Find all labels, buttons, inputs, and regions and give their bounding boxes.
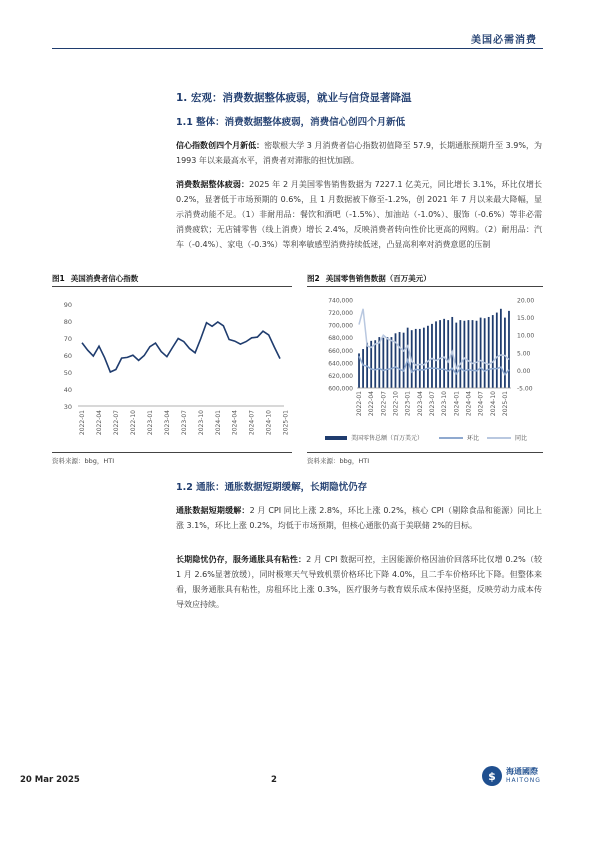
- x-tick-label: 2024-07: [248, 410, 256, 436]
- retail-sales-bar: [415, 329, 417, 388]
- paragraph-consumption: [176, 177, 542, 252]
- y-tick-label: 40: [63, 386, 72, 394]
- x-tick-label: 2024-10: [489, 391, 497, 417]
- retail-sales-bar: [374, 340, 376, 388]
- retail-sales-bar: [504, 318, 506, 388]
- x-tick-label: 2025-01: [282, 410, 290, 436]
- logo-text: [506, 767, 541, 785]
- x-tick-label: 2024-07: [477, 391, 485, 417]
- report-header-title: 美国必需消费: [471, 35, 537, 46]
- x-tick-label: 2024-04: [231, 410, 239, 436]
- x-tick-label: 2025-01: [501, 391, 509, 417]
- x-tick-label: 2024-01: [453, 391, 461, 417]
- legend-label: 同比: [515, 435, 528, 442]
- retail-sales-bar: [480, 318, 482, 388]
- figure1-title-text: 美国消费者信心指数: [70, 274, 139, 283]
- logo-text-cn: 海通國際: [506, 767, 538, 776]
- y-tick-label: 50: [63, 369, 72, 377]
- paragraph-lead: 通胀数据短期缓解：: [176, 506, 250, 515]
- paragraph-body: 2025 年 2 月美国零售销售数据为 7227.1 亿美元，同比增长 3.1%，环比仅增长 0.2%，显著低于市场预期的 0.6%，且 1 月数据被下修至-1.2%，创 2021 年 7 月以来最大降幅，显示消费动能不足。（1）非耐用品：餐饮和酒吧（-1.5%）、加油站（-1.0%）、服饰（-0.6%）等非必需消费疲软；无店铺零售（线上消费）增长 2.4%，反映消费者转向性价比更高的网购。（2）耐用品：汽车（-0.4%）、家电（-0.3%）等利率敏感型消费持续低迷，凸显高利率对消费意愿的压制: [176, 180, 542, 249]
- y-left-tick-label: 740,000: [328, 297, 353, 305]
- y-right-tick-label: 0.00: [517, 367, 531, 375]
- x-tick-label: 2024-10: [265, 410, 273, 436]
- retail-sales-bar: [419, 329, 421, 388]
- y-left-tick-label: 660,000: [328, 347, 353, 355]
- retail-sales-bar: [391, 337, 393, 388]
- subsection-heading-1-2: 1.2 通胀：通胀数据短期缓解，长期隐忧仍存: [176, 482, 368, 493]
- consumer-confidence-chart: [52, 292, 292, 452]
- figure2-top-rule: [307, 286, 543, 287]
- logo-mark-icon: $: [482, 766, 502, 786]
- x-tick-label: 2023-10: [441, 391, 449, 417]
- retail-sales-bar: [496, 313, 498, 388]
- x-tick-label: 2022-07: [380, 391, 388, 417]
- retail-sales-bar: [488, 317, 490, 388]
- y-left-tick-label: 700,000: [328, 322, 353, 330]
- retail-sales-bar: [464, 321, 466, 388]
- retail-sales-bar: [431, 324, 433, 388]
- retail-sales-bar: [484, 318, 486, 388]
- x-tick-label: 2022-04: [368, 391, 376, 417]
- figure1-bottom-rule: [52, 452, 292, 453]
- x-tick-label: 2023-01: [146, 410, 154, 436]
- retail-sales-chart: [307, 292, 543, 452]
- retail-sales-bar: [399, 332, 401, 388]
- y-right-tick-label: 15.00: [517, 315, 535, 323]
- paragraph-lead: 长期隐忧仍存，服务通胀具有粘性：: [176, 555, 307, 564]
- paragraph-lead: 信心指数创四个月新低：: [176, 141, 265, 150]
- x-tick-label: 2022-01: [356, 391, 364, 417]
- company-logo: [482, 766, 541, 786]
- figure1-top-rule: [52, 286, 292, 287]
- y-tick-label: 90: [63, 301, 72, 309]
- figure2-source: 资料来源：bbg，HTI: [307, 457, 370, 465]
- paragraph-body: 密歇根大学 3 月消费者信心指数初值降至 57.9，长期通胀预期升至 3.9%，为 1993 年以来最高水平，消费者对滞胀的担忧加剧。: [176, 141, 542, 165]
- y-right-tick-label: -5.00: [517, 385, 533, 393]
- x-tick-label: 2023-01: [404, 391, 412, 417]
- figure2-title-text: 美国零售销售数据（百万美元）: [325, 274, 431, 283]
- x-tick-label: 2022-10: [129, 410, 137, 436]
- section-heading: 1. 宏观：消费数据整体疲弱，就业与信贷显著降温: [176, 92, 412, 104]
- figure2-label: 图2: [307, 274, 320, 283]
- y-left-tick-label: 720,000: [328, 310, 353, 318]
- x-tick-label: 2024-01: [214, 410, 222, 436]
- paragraph-inflation: [176, 503, 542, 533]
- footer-date: 20 Mar 2025: [20, 775, 80, 785]
- y-right-tick-label: 20.00: [517, 297, 535, 305]
- yoy-series-line: [359, 309, 509, 369]
- x-tick-label: 2022-01: [79, 410, 86, 436]
- retail-sales-bar: [472, 320, 474, 388]
- y-tick-label: 60: [63, 352, 72, 360]
- retail-sales-bar: [476, 321, 478, 388]
- x-tick-label: 2023-04: [163, 410, 171, 436]
- figure2-title: [307, 273, 431, 284]
- paragraph-body: 2 月 CPI 同比上涨 2.8%，环比上涨 0.2%，核心 CPI（剔除食品和能源）同比上涨 3.1%，环比上涨 0.2%，均低于市场预期，但核心通胀仍高于美联储 2%的目标。: [176, 506, 542, 530]
- figure1-title: [52, 273, 138, 284]
- y-right-tick-label: 10.00: [517, 332, 535, 340]
- retail-sales-bar: [427, 326, 429, 388]
- paragraph-service-inflation: [176, 552, 542, 612]
- retail-sales-bar: [382, 338, 384, 388]
- x-tick-label: 2023-07: [428, 391, 436, 417]
- figure1-source: 资料来源：bbg，HTI: [52, 457, 115, 465]
- y-right-tick-label: 5.00: [517, 350, 531, 358]
- paragraph-body: 2 月 CPI 数据可控，主因能源价格因油价回落环比仅增 0.2%（较 1 月 2.6%显著放缓），同时极寒天气导致机票价格环比下降 4.0%，且二手车价格环比下降。但整体来看，服务通胀具有粘性，房租环比上涨 0.3%，医疗服务与教育娱乐成本保持坚挺，反映劳动力成本传导效应持续。: [176, 555, 543, 609]
- legend-label: 环比: [467, 435, 480, 442]
- y-left-tick-label: 640,000: [328, 360, 353, 368]
- figure1-label: 图1: [52, 274, 65, 283]
- x-tick-label: 2023-07: [180, 410, 188, 436]
- y-tick-label: 80: [63, 318, 72, 326]
- retail-sales-bar: [468, 320, 470, 388]
- paragraph-confidence: [176, 138, 542, 168]
- y-left-tick-label: 600,000: [328, 385, 353, 393]
- x-tick-label: 2024-04: [465, 391, 473, 417]
- page-number: 2: [271, 775, 277, 785]
- x-tick-label: 2022-07: [112, 410, 120, 436]
- retail-sales-bar: [378, 337, 380, 388]
- retail-sales-bar: [492, 315, 494, 388]
- retail-sales-bar: [403, 333, 405, 388]
- y-tick-label: 30: [63, 403, 72, 411]
- retail-sales-bar: [455, 323, 457, 388]
- retail-sales-bar: [508, 311, 510, 388]
- y-left-tick-label: 680,000: [328, 335, 353, 343]
- retail-sales-bar: [435, 321, 437, 388]
- legend-label: 美国零售总额（百万美元）: [351, 435, 424, 442]
- figure2-bottom-rule: [307, 452, 543, 453]
- retail-sales-bar: [500, 309, 502, 388]
- y-left-tick-label: 620,000: [328, 372, 353, 380]
- header-divider: [52, 48, 543, 49]
- retail-sales-bar: [459, 320, 461, 388]
- confidence-series-line: [82, 322, 280, 372]
- retail-sales-bar: [387, 337, 389, 388]
- retail-sales-bar: [447, 320, 449, 388]
- x-tick-label: 2023-10: [197, 410, 205, 436]
- legend-swatch-bar: [325, 436, 347, 440]
- subsection-heading-1-1: 1.1 整体：消费数据整体疲弱，消费信心创四个月新低: [176, 117, 406, 128]
- paragraph-lead: 消费数据整体疲弱：: [176, 180, 250, 189]
- y-tick-label: 70: [63, 335, 72, 343]
- x-tick-label: 2022-10: [392, 391, 400, 417]
- logo-text-en: HAITONG: [506, 777, 541, 784]
- retail-sales-bar: [439, 320, 441, 388]
- retail-sales-bar: [443, 319, 445, 388]
- retail-sales-bar: [362, 349, 364, 388]
- x-tick-label: 2023-04: [416, 391, 424, 417]
- retail-sales-bar: [423, 328, 425, 388]
- x-tick-label: 2022-04: [95, 410, 103, 436]
